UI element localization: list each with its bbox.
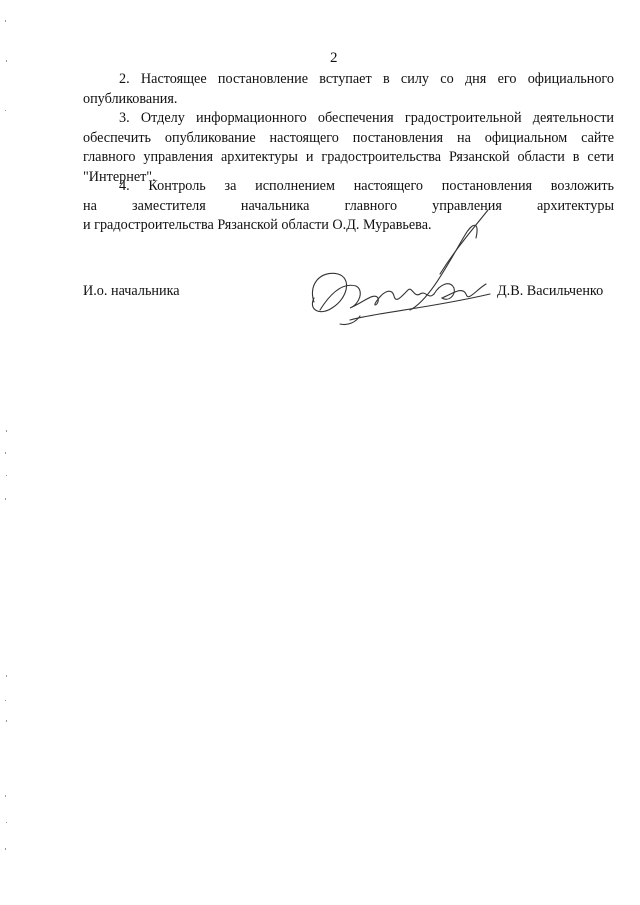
paragraph-3-line-4: "Интернет". <box>83 168 156 185</box>
signatory-name: Д.В. Васильченко <box>497 283 604 299</box>
page-number: 2 <box>330 50 338 66</box>
scan-margin-marks <box>0 0 12 905</box>
paragraph-3 <box>83 109 614 187</box>
paragraph-3-line-3: главного управления архитектуры и градостроительства Рязанской области в сети <box>83 149 614 165</box>
paragraph-4-line-1: 4. Контроль за исполнением настоящего постановления возложить <box>119 178 614 194</box>
paragraph-2-line-1: 2. Настоящее постановление вступает в силу со дня его официального <box>119 71 614 87</box>
paragraph-3-line-1: 3. Отделу информационного обеспечения градостроительной деятельности <box>119 110 614 126</box>
signatory-position: И.о. начальника <box>83 283 180 299</box>
paragraph-3-line-2: обеспечить опубликование настоящего постановления на официальном сайте <box>83 129 614 146</box>
paragraph-4-line-2: на заместителя начальника главного управления архитектуры <box>83 197 614 214</box>
paragraph-4-line-3: и градостроительства Рязанской области О.Д. Муравьева. <box>83 217 432 233</box>
paragraph-2-line-2: опубликования. <box>83 90 178 107</box>
handwritten-signature <box>290 190 510 340</box>
paragraph-2 <box>83 70 614 109</box>
